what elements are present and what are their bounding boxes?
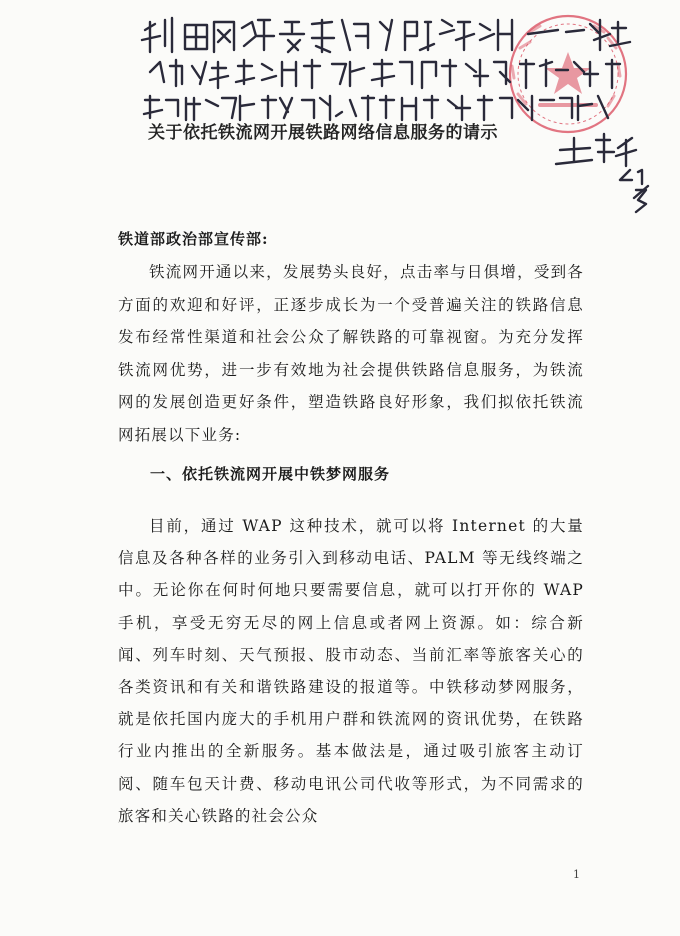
salutation: 铁道部政治部宣传部: <box>118 230 269 248</box>
section-heading-1: 一、依托铁流网开展中铁梦网服务 <box>150 465 391 483</box>
document-title: 关于依托铁流网开展铁路网络信息服务的请示 <box>148 123 498 143</box>
page-number: 1 <box>573 868 580 881</box>
paragraph-wap-service: 目前，通过 WAP 这种技术，就可以将 Internet 的大量信息及各种各样的业务引入到移动电话、PALM 等无线终端之中。无论你在何时何地只要需要信息，就可以打开你的 WAP 手机，享受无穷无尽的网上信息或者网上资源。如：综合新闻、列车时刻、天气预报、股市动态、当前汇率等旅客关心的各类资讯和有关和谐铁路建设的报道等。中铁移动梦网服务，就是依托国内庞大的手机用户群和铁流网的资讯优势，在铁路行业内推出的全新服务。基本做法是，通过吸引旅客主动订阅、随车包天计费、移动电讯公司代收等形式，为不同需求的旅客和关心铁路的社会公众 <box>118 517 584 825</box>
paragraph-intro: 铁流网开通以来，发展势头良好，点击率与日俱增，受到各方面的欢迎和好评，正逐步成长为一个受普遍关注的铁路信息发布经常性渠道和社会公众了解铁路的可靠视窗。为充分发挥铁流网优势，进一步有效地为社会提供铁路信息服务，为铁流网的发展创造更好条件，塑造铁路良好形象，我们拟依托铁流网拓展以下业务: <box>118 263 584 444</box>
official-seal-stamp <box>490 8 640 148</box>
